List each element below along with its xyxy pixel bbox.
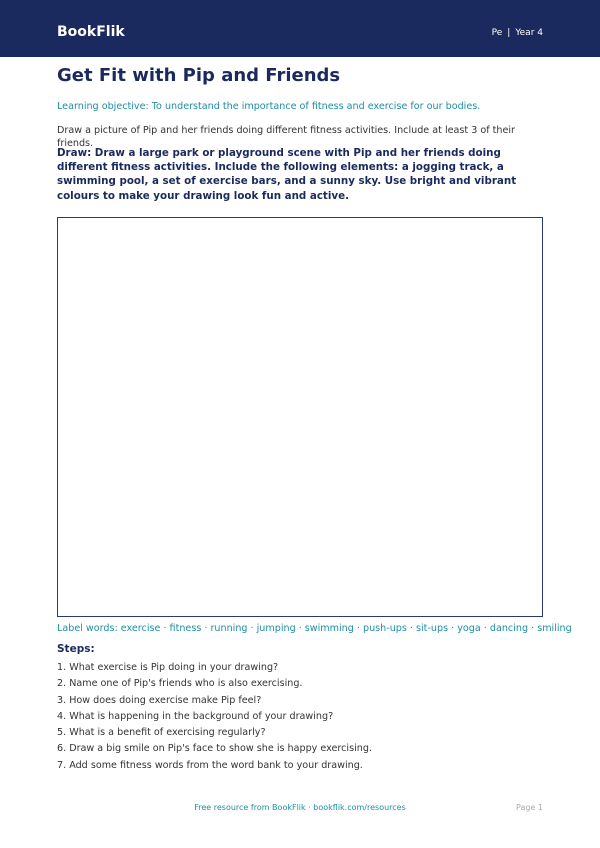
year-label: Year 4 — [515, 28, 543, 38]
subject-label: Pe — [491, 28, 503, 38]
meta-separator: | — [507, 28, 511, 38]
page-title: Get Fit with Pip and Friends — [57, 65, 341, 86]
steps-list — [57, 661, 547, 775]
step-item: 3. How does doing exercise make Pip feel? — [57, 694, 262, 706]
header-bar — [0, 0, 600, 57]
step-item: 7. Add some fitness words from the word bank to your drawing. — [57, 759, 363, 771]
header-meta — [492, 27, 543, 39]
step-item: 2. Name one of Pip's friends who is also exercising. — [57, 678, 303, 690]
drawing-task: Draw: Draw a large park or playground scene with Pip and her friends doing different fitness activities. Include the following elements: a jogging track, a swimming pool, a set of exercise bars, and a sunny sky. Use bright and vibrant colours to make your drawing look fun and active. — [57, 147, 517, 202]
step-item: 4. What is happening in the background of your drawing? — [57, 710, 334, 722]
steps-heading: Steps: — [57, 643, 95, 655]
step-item: 5. What is a benefit of exercising regularly? — [57, 727, 266, 739]
page-number: Page 1 — [516, 803, 543, 812]
intro-text: Draw a picture of Pip and her friends doing different fitness activities. Include at least 3 of their friends. — [57, 125, 515, 149]
brand-logo[interactable]: BookFlik — [57, 24, 125, 40]
step-item: 1. What exercise is Pip doing in your drawing? — [57, 662, 279, 673]
footer-resource-link[interactable]: Free resource from BookFlik · bookflik.com/resources — [194, 803, 406, 812]
word-bank: Label words: exercise · fitness · running · jumping · swimming · push-ups · sit-ups · yoga · dancing · smiling — [57, 623, 572, 634]
learning-objective: Learning objective: To understand the importance of fitness and exercise for our bodies. — [57, 101, 481, 112]
drawing-area[interactable] — [57, 217, 543, 617]
step-item: 6. Draw a big smile on Pip's face to show she is happy exercising. — [57, 743, 372, 755]
